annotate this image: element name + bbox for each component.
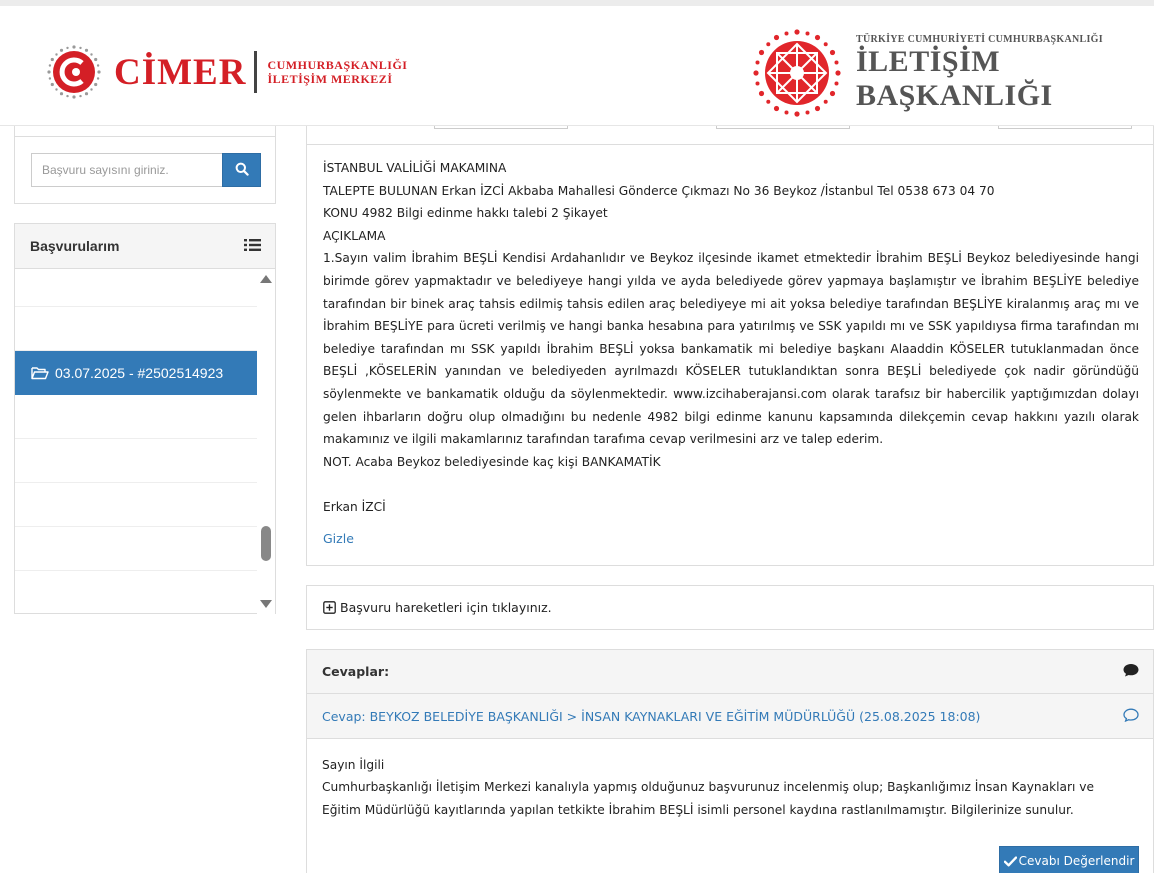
tabs-strip [307, 126, 1153, 145]
petition-signature: Erkan İZCİ [323, 499, 386, 514]
cimer-sub-line2: İLETİŞİM MERKEZİ [267, 72, 393, 86]
applications-header [15, 224, 275, 269]
rate-answer-button[interactable] [999, 846, 1139, 873]
list-divider [15, 438, 257, 439]
scroll-down-icon[interactable] [260, 600, 272, 608]
answers-header [307, 650, 1153, 694]
petition-addressee: İSTANBUL VALİLİĞİ MAKAMINA [323, 161, 507, 175]
petition-body: 1.Sayın valim İbrahim BEŞLİ Kendisi Ardahanlıdır ve Beykoz ilçesinde ikamet etmektedir İbrahim BEŞLİ Beykoz belediyesinde hangi birimde görev yapmaktadır ve belediyeye hangi yılda ve ayda belediyede görev yapmaya başlamıştır ve İbrahim BEŞLİYE belediye tarafından bir binek araç tahsis edilmiş tahsis edilen araç belediyeye mi ait yoksa belediye tarafından BEŞLİYE kiralanmış araç mı ve İbrahim BEŞLİYE para ücreti verilmiş ve hangi banka hesabına para yatırılmış ve SSK yapıldı mı ve SSK yapıldıysa firma tarafından mı belediye tarafından mı SSK yapıldı İbrahim BEŞLİ yoksa bankamatik mi belediye başkanı Alaaddin KÖSELER tutuklanmadan önce BEŞLİ ,KÖSELERİN yanından ve belediyeden ayrılmazdı KÖSELER tutuklandıktan sonra BEŞLİ belediyede çok nadir göründüğü söylenmekte ve bankamatik olduğu da söylenmektedir. www.izcihaberajansi.com olarak tarafsız bir habercilik yaptığımızdan dolayı gelen ihbarların doğru olup olmadığını bu nedenle 4982 bilgi edinme kanunu kapsamında dilekçemin cevap hakkını yazılı olarak makamınız ve ilgili makamlarınız tarafından tarafıma cevap verilmesini arz ve talep ederim. [323, 251, 1139, 447]
cimer-logo[interactable] [46, 44, 407, 100]
petition-requester: TALEPTE BULUNAN Erkan İZCİ Akbaba Mahallesi Gönderce Çıkmazı No 36 Beykoz /İstanbul Tel 0538 673 04 70 [323, 183, 995, 198]
list-divider [15, 570, 257, 571]
answer-body [322, 754, 1134, 821]
answer-item-header[interactable] [307, 694, 1153, 739]
iletisim-seal-icon [752, 28, 842, 118]
answer-text: Cumhurbaşkanlığı İletişim Merkezi kanalıyla yapmış olduğunuz başvurunuz incelenmiş olup; Başkanlığımız İnsan Kaynakları ve Eğitim Müdürlüğü kayıtlarında yapılan tetkikte İbrahim BEŞLİ isimli personel kaydına rastlanılmamıştır. Bilgilerinize sunulur. [322, 780, 1095, 817]
folder-open-icon [31, 366, 49, 380]
tab-stub[interactable] [716, 126, 850, 129]
hide-link[interactable]: Gizle [323, 531, 354, 546]
rate-answer-label: Cevabı Değerlendir [1018, 854, 1135, 868]
plus-square-icon [323, 601, 336, 614]
applications-list [15, 270, 257, 614]
site-header [0, 0, 1154, 126]
search-panel [14, 126, 276, 204]
cimer-brand: CİMER [114, 51, 247, 93]
application-actions-toggle[interactable] [306, 585, 1154, 630]
list-scrollbar[interactable] [257, 270, 275, 614]
cimer-sub-line1: CUMHURBAŞKANLIĞI [267, 58, 408, 72]
list-divider [15, 306, 257, 307]
application-item-active[interactable] [15, 351, 257, 395]
list-icon[interactable] [244, 238, 261, 255]
check-icon [1004, 856, 1017, 867]
applications-title: Başvurularım [30, 238, 120, 254]
applications-panel [14, 223, 276, 614]
iletisim-logo[interactable] [752, 28, 1154, 118]
list-divider [15, 526, 257, 527]
scroll-thumb[interactable] [261, 526, 271, 561]
petition-text [323, 157, 1139, 519]
petition-note: NOT. Acaba Beykoz belediyesinde kaç kişi BANKAMATİK [323, 454, 661, 469]
search-icon [235, 162, 249, 179]
tab-stub[interactable] [434, 126, 568, 129]
application-actions-label: Başvuru hareketleri için tıklayınız. [340, 600, 552, 615]
iletisim-small-title: TÜRKİYE CUMHURİYETİ CUMHURBAŞKANLIĞI [856, 33, 1103, 45]
logo-divider [254, 51, 257, 93]
comment-outline-icon[interactable] [1123, 708, 1139, 725]
search-button[interactable] [222, 153, 261, 187]
cimer-subtitle [267, 58, 407, 86]
iletisim-big-title: İLETİŞİM BAŞKANLIĞI [856, 44, 1053, 112]
petition-panel [306, 126, 1154, 566]
petition-explanation-heading: AÇIKLAMA [323, 228, 386, 243]
search-input[interactable] [31, 153, 222, 187]
answer-link[interactable]: Cevap: BEYKOZ BELEDİYE BAŞKANLIĞI > İNSAN KAYNAKLARI VE EĞİTİM MÜDÜRLÜĞÜ (25.08.2025 18:08) [322, 708, 981, 724]
search-box [31, 153, 261, 187]
list-divider [15, 482, 257, 483]
iletisim-text [856, 34, 1154, 113]
answers-panel [306, 649, 1154, 873]
comment-icon [1123, 663, 1139, 680]
answer-greeting: Sayın İlgili [322, 758, 385, 772]
cimer-seal-icon [46, 44, 102, 100]
scroll-up-icon[interactable] [260, 275, 272, 283]
panel-divider [15, 136, 275, 137]
tab-stub[interactable] [998, 126, 1132, 129]
petition-subject: KONU 4982 Bilgi edinme hakkı talebi 2 Şikayet [323, 206, 608, 221]
answers-title: Cevaplar: [322, 664, 390, 679]
application-item-label: 03.07.2025 - #2502514923 [55, 365, 224, 381]
